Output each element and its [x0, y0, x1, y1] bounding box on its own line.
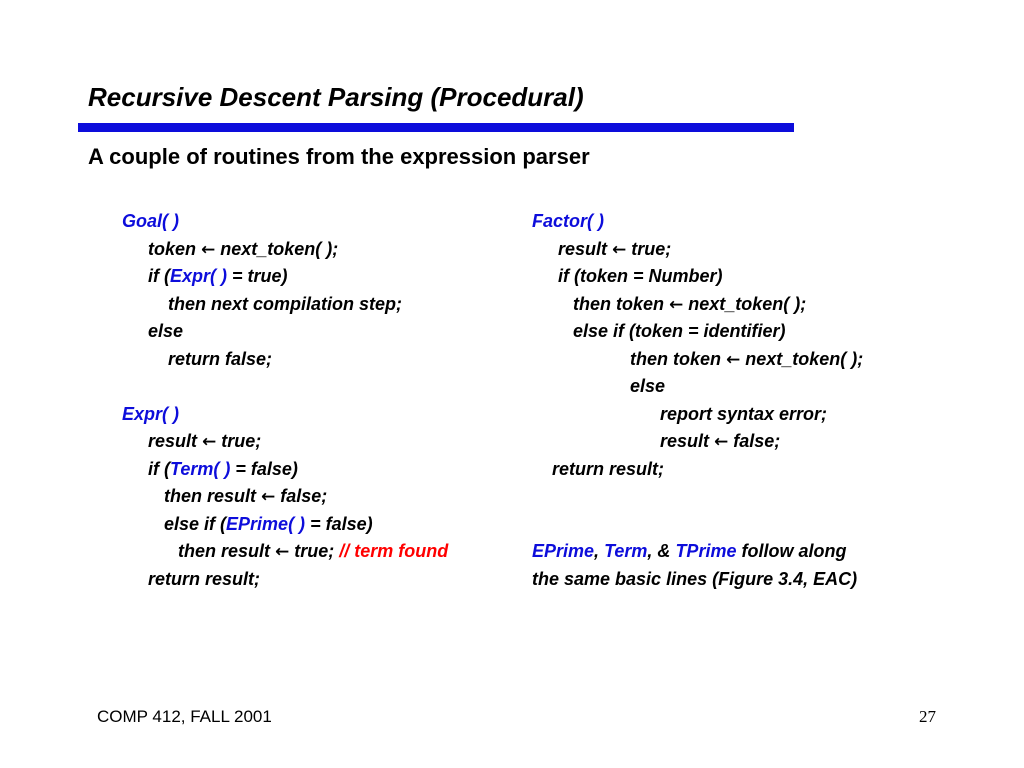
- code-text: then token: [573, 293, 670, 314]
- code-line: [630, 346, 955, 374]
- code-text: result: [660, 431, 715, 451]
- goal-routine-name: Goal( ): [122, 211, 179, 231]
- code-line: [660, 428, 985, 456]
- blank-line: [532, 511, 857, 539]
- code-text: = false): [305, 513, 373, 534]
- term-call: Term( ): [170, 458, 231, 479]
- code-text: else if (: [164, 513, 227, 534]
- code-text: , &: [647, 541, 676, 561]
- left-arrow-icon: ←: [201, 239, 216, 260]
- left-arrow-icon: ←: [612, 239, 627, 260]
- left-arrow-icon: ←: [726, 349, 741, 370]
- code-line: [148, 428, 418, 456]
- factor-routine-name: Factor( ): [532, 211, 604, 231]
- code-text: ,: [594, 541, 605, 561]
- tprime-name: TPrime: [675, 541, 737, 561]
- code-line: [148, 263, 418, 291]
- code-text: true;: [216, 431, 262, 451]
- footer-course: COMP 412, FALL 2001: [97, 707, 272, 726]
- code-text: next_token( );: [683, 293, 807, 314]
- blank-line: [532, 483, 857, 511]
- note-line: the same basic lines (Figure 3.4, EAC): [532, 568, 858, 589]
- code-line: report syntax error;: [660, 403, 828, 424]
- code-text: true;: [626, 238, 672, 259]
- left-code-column: [122, 208, 449, 593]
- code-line: return result;: [552, 458, 665, 479]
- code-line: [164, 511, 434, 539]
- code-text: token: [148, 238, 202, 259]
- slide-subtitle: A couple of routines from the expression parser: [88, 144, 590, 169]
- code-line: [164, 483, 434, 511]
- code-line: [148, 236, 418, 264]
- eprime-call: EPrime( ): [226, 513, 306, 534]
- code-text: result: [148, 431, 203, 451]
- code-line: [178, 538, 448, 566]
- expr-call: Expr( ): [170, 266, 228, 286]
- note-line: [532, 538, 857, 566]
- code-line: else: [630, 376, 666, 396]
- code-text: next_token( );: [740, 348, 864, 369]
- code-line: then next compilation step;: [168, 293, 403, 314]
- page-number: 27: [919, 707, 936, 726]
- code-text: then result: [164, 486, 262, 506]
- title-underline-rule: [78, 123, 794, 132]
- right-code-column: [532, 208, 864, 593]
- left-arrow-icon: ←: [714, 432, 729, 452]
- code-text: then result: [178, 541, 276, 561]
- left-arrow-icon: ←: [261, 487, 276, 507]
- code-line: else if (token = identifier): [573, 321, 786, 341]
- code-text: if (: [148, 458, 170, 479]
- code-text: if (: [148, 266, 170, 286]
- blank-line: [122, 373, 392, 401]
- code-line: [148, 456, 418, 484]
- left-arrow-icon: ←: [669, 294, 684, 315]
- code-text: next_token( );: [215, 238, 339, 259]
- code-line: else: [148, 321, 184, 341]
- term-name: Term: [604, 541, 648, 561]
- code-text: = false): [230, 458, 298, 479]
- code-line: [558, 236, 883, 264]
- code-text: true;: [289, 541, 340, 561]
- code-comment: // term found: [339, 541, 449, 561]
- code-line: [573, 291, 898, 319]
- eprime-name: EPrime: [532, 541, 595, 561]
- code-text: result: [558, 238, 613, 259]
- slide-title: Recursive Descent Parsing (Procedural): [88, 82, 584, 112]
- left-arrow-icon: ←: [202, 432, 217, 452]
- code-text: follow along: [736, 541, 847, 561]
- code-text: false;: [728, 431, 781, 451]
- code-text: false;: [275, 486, 328, 506]
- code-text: then token: [630, 348, 727, 369]
- left-arrow-icon: ←: [275, 542, 290, 562]
- code-line: return false;: [168, 348, 273, 369]
- code-text: = true): [227, 266, 288, 286]
- code-line: if (token = Number): [558, 266, 723, 286]
- expr-routine-name: Expr( ): [122, 403, 180, 424]
- code-line: return result;: [148, 568, 261, 589]
